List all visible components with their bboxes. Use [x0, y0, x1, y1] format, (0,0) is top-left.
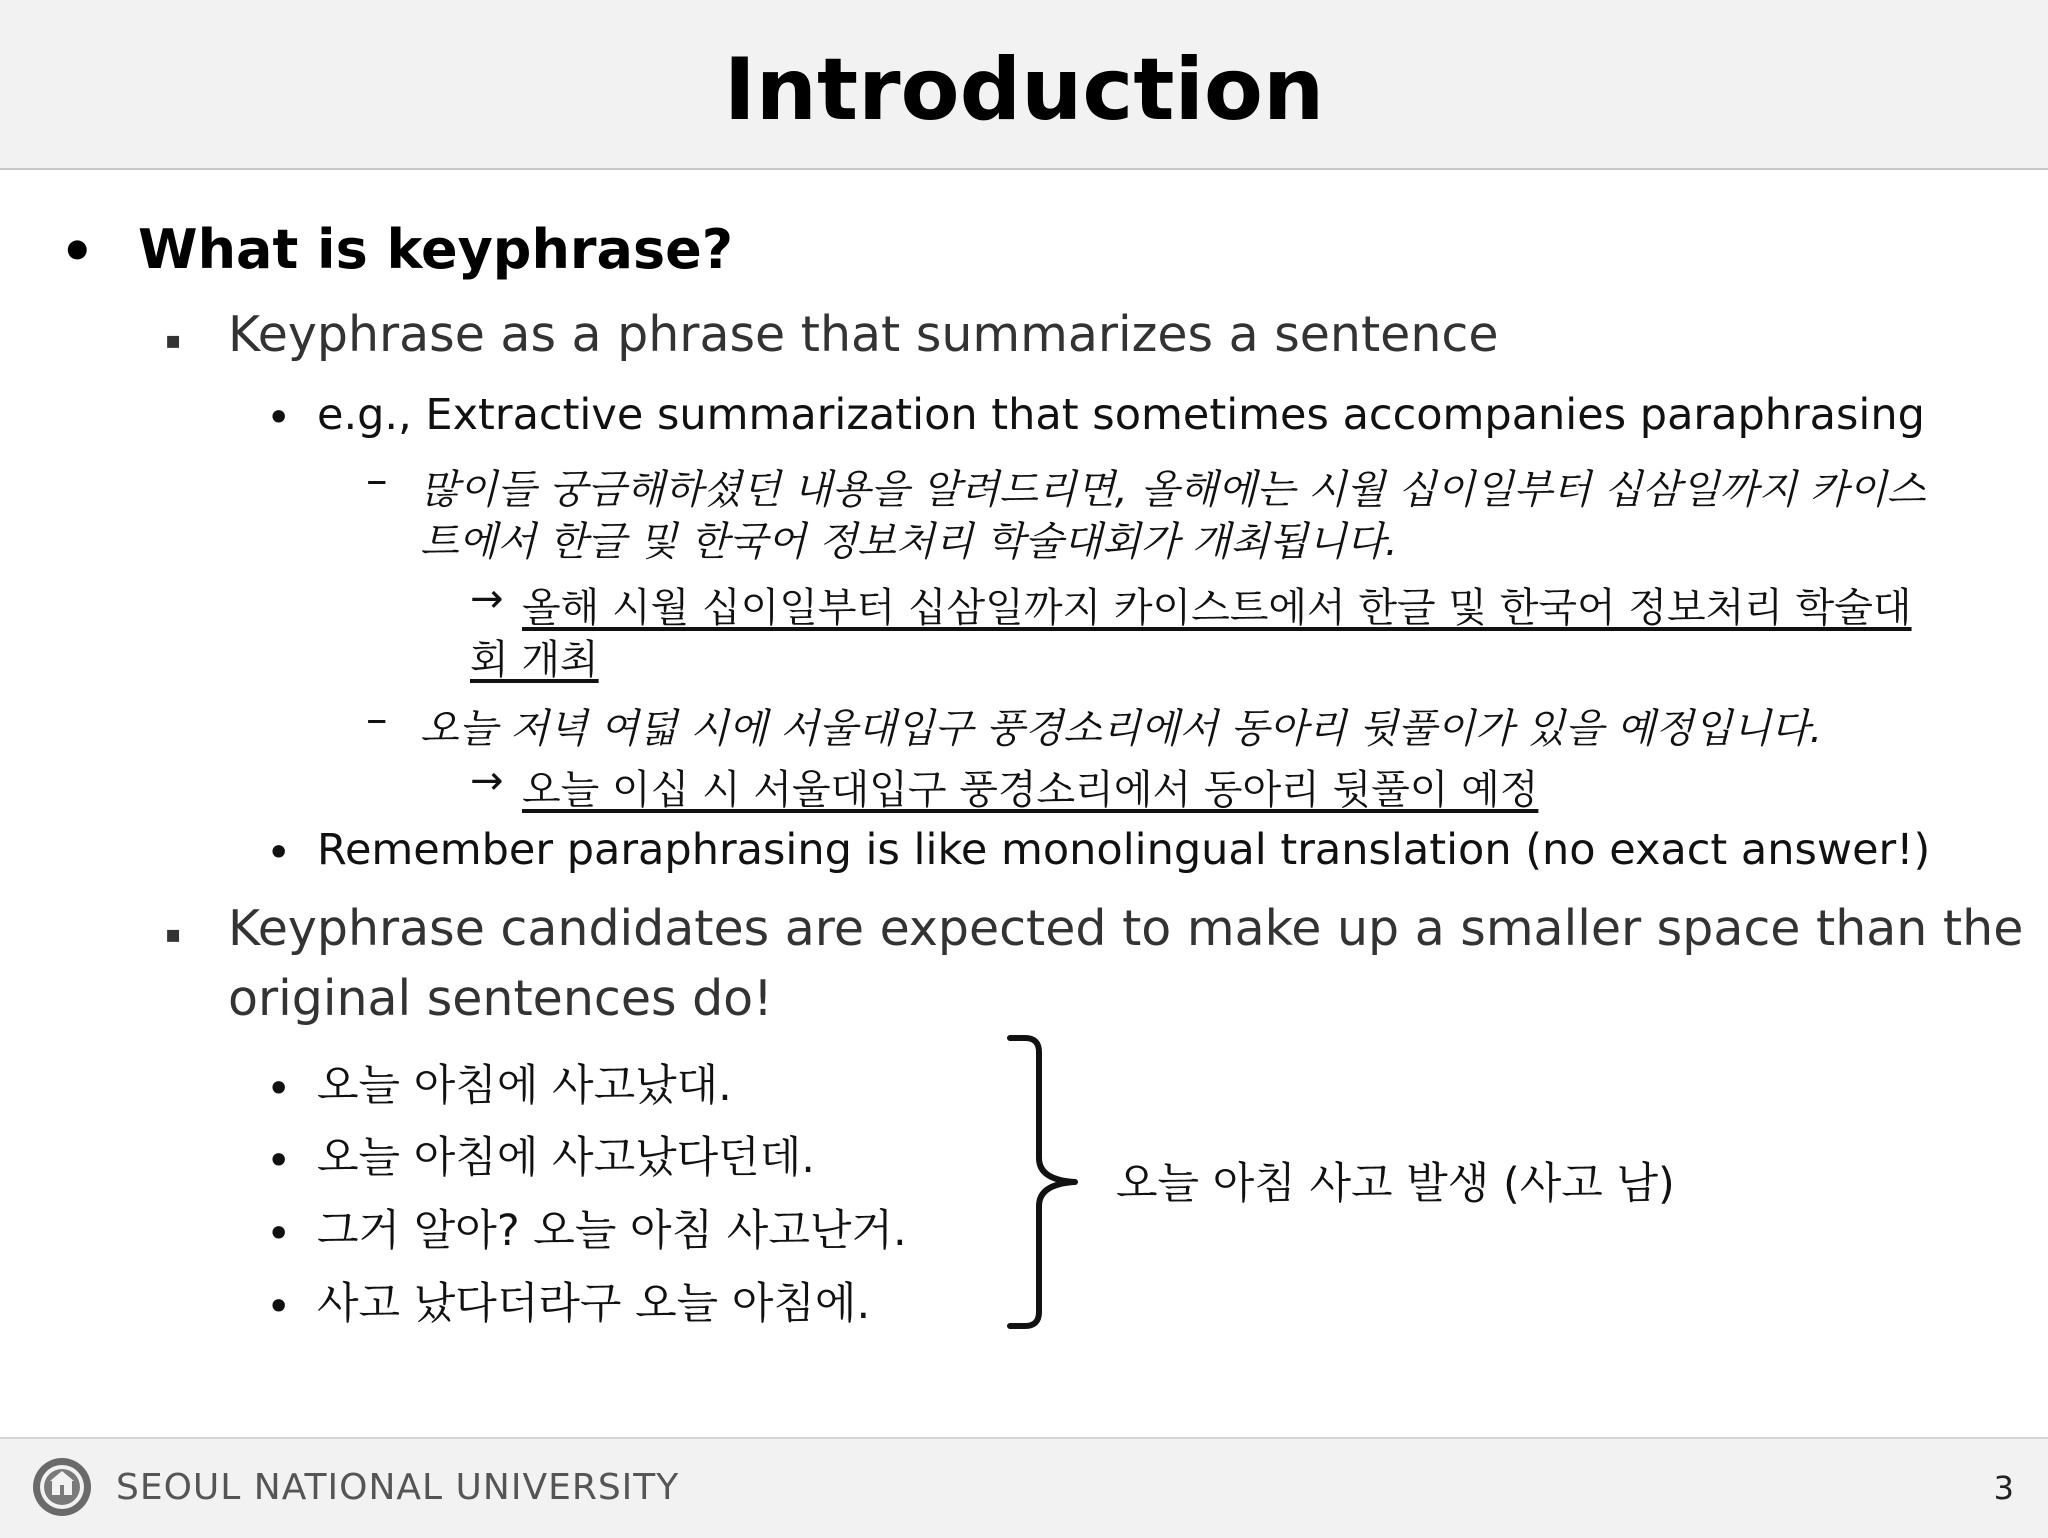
bullet-marker: •	[266, 1209, 292, 1259]
bullet-marker: •	[266, 393, 292, 443]
slide-header	[0, 0, 2048, 170]
bullet-heading: What is keyphrase?	[138, 218, 734, 281]
summary-keyphrase: 오늘 아침 사고 발생 (사고 남)	[1116, 1159, 1675, 1209]
candidate-sentence: 그거 알아? 오늘 아침 사고난거.	[317, 1206, 907, 1256]
keyphrase-result-line: 오늘 이십 시 서울대입구 풍경소리에서 동아리 뒷풀이 예정	[522, 767, 1539, 813]
remember-text: Remember paraphrasing is like monolingual translation (no exact answer!)	[317, 825, 1931, 875]
arrow-icon: →	[470, 576, 504, 622]
candidate-sentence: 오늘 아침에 사고났대.	[317, 1061, 732, 1111]
right-brace-icon	[995, 1030, 1085, 1335]
square-bullet-marker: ▪	[165, 920, 182, 948]
university-seal-icon	[30, 1455, 94, 1519]
example-sentence-line: 많이들 궁금해하셨던 내용을 알려드리면, 올해에는 시월 십이일부터 십삼일까지 카이스	[420, 467, 1926, 513]
dash-marker: –	[366, 694, 388, 744]
square-bullet-marker: ▪	[165, 326, 182, 354]
sub-bullet-text: Keyphrase as a phrase that summarizes a sentence	[228, 306, 1499, 363]
bullet-marker: •	[266, 1282, 292, 1332]
candidate-sentence: 사고 났다더라구 오늘 아침에.	[317, 1279, 871, 1329]
page-number: 3	[1993, 1469, 2014, 1507]
example-sentence-line: 오늘 저녁 여덟 시에 서울대입구 풍경소리에서 동아리 뒷풀이가 있을 예정입니다.	[420, 706, 1823, 752]
slide-title: Introduction	[723, 40, 1325, 140]
bullet-marker: •	[266, 828, 292, 878]
example-bullet-text: e.g., Extractive summarization that sometimes accompanies paraphrasing	[317, 390, 1925, 440]
sub-bullet-text: original sentences do!	[228, 970, 773, 1027]
bullet-marker: •	[266, 1064, 292, 1114]
keyphrase-result-line: 올해 시월 십이일부터 십삼일까지 카이스트에서 한글 및 한국어 정보처리 학술대	[522, 585, 1912, 631]
dash-marker: –	[366, 455, 388, 505]
example-sentence-line: 트에서 한글 및 한국어 정보처리 학술대회가 개최됩니다.	[420, 519, 1398, 565]
bullet-marker: •	[60, 220, 95, 283]
keyphrase-result-line: 회 개최	[470, 637, 599, 683]
bullet-marker: •	[266, 1136, 292, 1186]
arrow-icon: →	[470, 758, 504, 804]
university-name: SEOUL NATIONAL UNIVERSITY	[116, 1467, 680, 1508]
candidate-sentence: 오늘 아침에 사고났다던데.	[317, 1133, 815, 1183]
slide-footer	[0, 1437, 2048, 1538]
sub-bullet-text: Keyphrase candidates are expected to make up a smaller space than the	[228, 900, 2024, 957]
